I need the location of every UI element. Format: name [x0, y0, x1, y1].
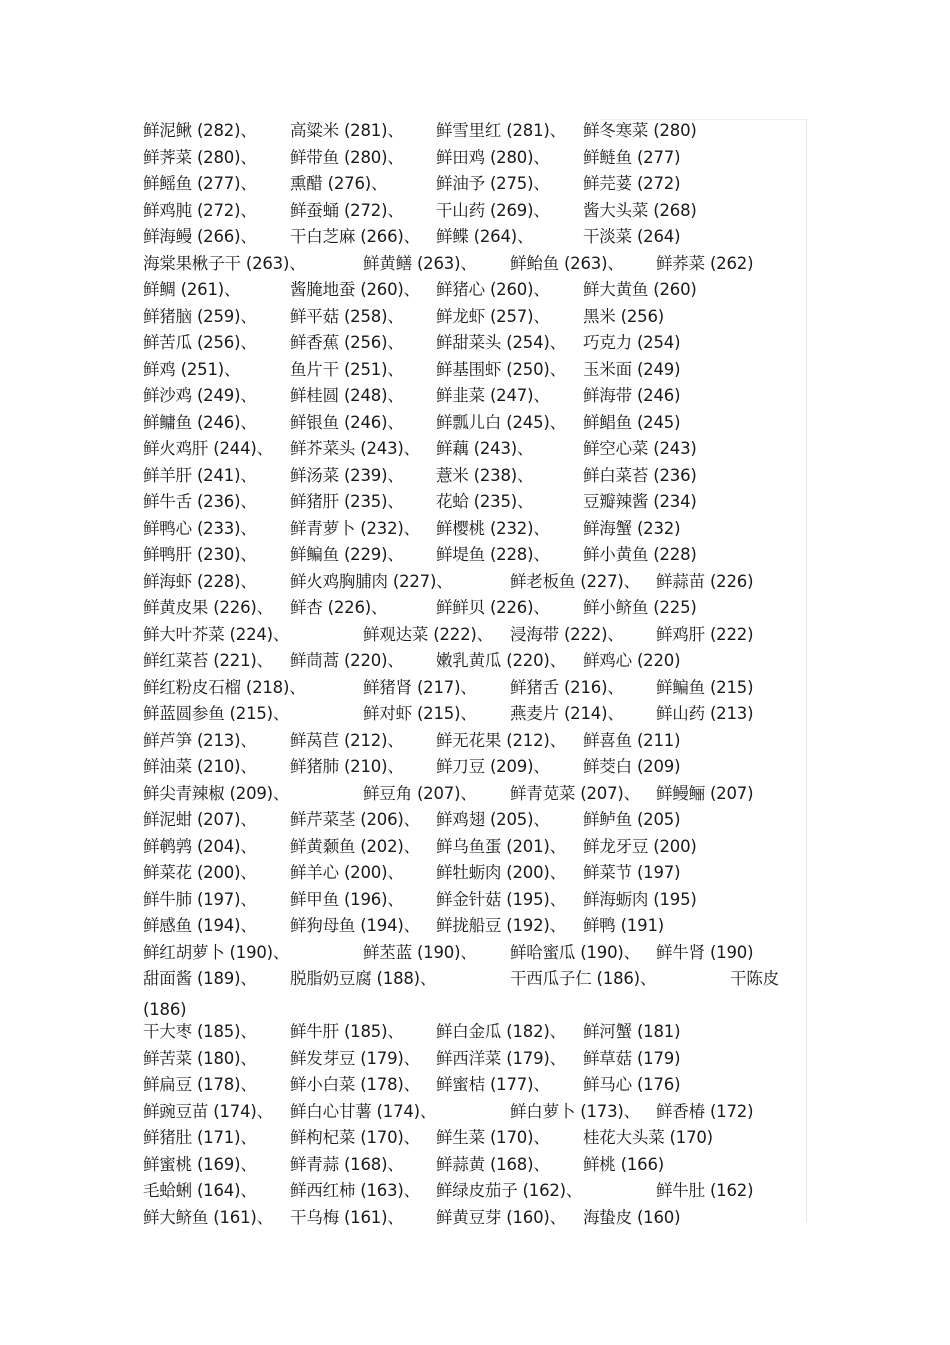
list-item: 鲜豌豆苗 (174)、 [143, 1101, 273, 1121]
list-item: 鱼片干 (251)、 [290, 359, 404, 379]
list-item: 鲜韭菜 (247)、 [436, 386, 550, 405]
list-item: 鲜小鲚鱼 (225) [583, 598, 697, 617]
list-item: 鲜蜜桃 (169)、 [143, 1154, 257, 1174]
list-item: 豆瓣辣酱 (234) [583, 492, 697, 511]
list-item: 鲜西红柿 (163)、 [290, 1181, 420, 1200]
list-item: 鲜狗母鱼 (194)、 [290, 916, 420, 935]
list-item: 鲜龙牙豆 (200) [583, 836, 697, 856]
list-item: 鲜基围虾 (250)、 [436, 359, 566, 379]
list-item: 鲜枸杞菜 (170)、 [290, 1128, 420, 1147]
list-item: 酱腌地蚕 (260)、 [290, 280, 420, 299]
list-item: 鲜红胡萝卜 (190)、 [143, 942, 290, 962]
list-item: 鲜红粉皮石榴 (218)、 [143, 677, 306, 697]
list-row [143, 807, 793, 834]
list-item: 鲜苤蓝 (190)、 [363, 942, 477, 962]
list-item: 鲜白心甘薯 (174)、 [290, 1101, 437, 1121]
list-item: 鲜绿皮茄子 (162)、 [436, 1181, 583, 1200]
list-item: 干陈皮 [730, 969, 779, 988]
list-item: 鲜海带 (246) [583, 386, 681, 405]
list-item: 干西瓜子仁 (186)、 [510, 969, 657, 988]
list-row [143, 330, 793, 357]
list-row [143, 383, 793, 410]
page-border-right [806, 120, 807, 1222]
list-item: 鲜青苋菜 (207)、 [510, 783, 640, 803]
list-row [143, 436, 793, 463]
list-item: 鲜平菇 (258)、 [290, 306, 404, 326]
list-item: 鲜鲐鱼 (263)、 [510, 253, 624, 273]
list-item: 鲜油菜 (210)、 [143, 757, 257, 776]
list-row [143, 277, 793, 304]
list-row [143, 648, 793, 675]
list-item: 鲜油予 (275)、 [436, 174, 550, 193]
list-item: 鲜火鸡肝 (244)、 [143, 439, 273, 458]
list-item: 鲜猪肾 (217)、 [363, 677, 477, 697]
list-row [143, 542, 793, 569]
list-item: 干淡菜 (264) [583, 227, 681, 246]
list-item: 鲜鲷 (261)、 [143, 280, 241, 299]
list-row [143, 569, 793, 596]
list-item: 鲜羊心 (200)、 [290, 863, 404, 882]
list-row [143, 940, 793, 967]
list-item: 鲜乌鱼蛋 (201)、 [436, 836, 566, 856]
list-item: 鲜芹菜茎 (206)、 [290, 810, 420, 829]
list-item: 鲜黄颡鱼 (202)、 [290, 836, 420, 856]
list-row [143, 834, 793, 861]
list-row [143, 463, 793, 490]
list-row [143, 728, 793, 755]
list-item: 鲜牡蛎肉 (200)、 [436, 863, 566, 882]
list-item: 鲜白萝卜 (173)、 [510, 1101, 640, 1121]
list-item: 鲜猪肚 (171)、 [143, 1128, 257, 1147]
list-item: 鲜瓢儿白 (245)、 [436, 412, 566, 432]
list-row [143, 1178, 793, 1205]
list-item: 鲜鳊鱼 (229)、 [290, 545, 404, 564]
list-item: 鲜菜节 (197) [583, 863, 681, 882]
list-item: 鲜尖青辣椒 (209)、 [143, 783, 290, 803]
list-item: 鲜拢船豆 (192)、 [436, 916, 566, 935]
list-item: 鲜莴苣 (212)、 [290, 730, 404, 750]
list-item: 干大枣 (185)、 [143, 1022, 257, 1041]
list-item: 鲜豆角 (207)、 [363, 783, 477, 803]
list-item: 毛蛤蜊 (164)、 [143, 1181, 257, 1200]
list-row [143, 489, 793, 516]
list-item: 鲜鸭 (191) [583, 916, 665, 935]
list-item: 鲜牛肚 (162) [656, 1181, 754, 1200]
list-item: 鲜河蟹 (181) [583, 1022, 681, 1041]
list-item: 鲜牛肾 (190) [656, 942, 754, 962]
list-item: 鲜泥蚶 (207)、 [143, 810, 257, 829]
list-item: 鲜鲳鱼 (245) [583, 412, 681, 432]
list-row [143, 1099, 793, 1126]
list-item: 鲜黄鳝 (263)、 [363, 253, 477, 273]
list-item: 桂花大头菜 (170) [583, 1128, 713, 1147]
list-item: 鲜猪肝 (235)、 [290, 492, 404, 511]
list-item: 鲜银鱼 (246)、 [290, 412, 404, 432]
list-item: 鲜西洋菜 (179)、 [436, 1048, 566, 1068]
list-row [143, 357, 793, 384]
list-item: 鲜大叶芥菜 (224)、 [143, 624, 290, 644]
list-item: 鲜马心 (176) [583, 1075, 681, 1094]
list-item: 熏醋 (276)、 [290, 174, 388, 193]
list-item: 鲜鸡肝 (222) [656, 624, 754, 644]
list-item: 鲜鲽 (264)、 [436, 227, 534, 246]
list-item: 海棠果楸子干 (263)、 [143, 253, 306, 273]
list-item: 鲜鸡 (251)、 [143, 359, 241, 379]
list-item: 鲜海鳗 (266)、 [143, 227, 257, 246]
list-item: 鲜鳙鱼 (246)、 [143, 412, 257, 432]
list-item: 鲜牛肝 (185)、 [290, 1022, 404, 1041]
list-row [143, 754, 793, 781]
list-item: 鲜杏 (226)、 [290, 598, 388, 617]
list-item: 鲜小白菜 (178)、 [290, 1075, 420, 1094]
list-item: 鲜田鸡 (280)、 [436, 147, 550, 167]
list-row [143, 198, 793, 225]
list-row [143, 1205, 793, 1232]
list-item: 鲜鲜贝 (226)、 [436, 598, 550, 617]
list-item: 鲜鹌鹑 (204)、 [143, 836, 257, 856]
list-item: 高粱米 (281)、 [290, 121, 404, 140]
list-item: 甜面酱 (189)、 [143, 969, 257, 988]
list-item: 鲜甜菜头 (254)、 [436, 333, 566, 352]
list-item: 脱脂奶豆腐 (188)、 [290, 969, 437, 988]
list-item: 鲜黄皮果 (226)、 [143, 598, 273, 617]
list-item: 酱大头菜 (268) [583, 200, 697, 220]
list-item: 玉米面 (249) [583, 359, 681, 379]
list-item: 鲜大鲚鱼 (161)、 [143, 1207, 273, 1227]
list-row [143, 1125, 793, 1152]
list-item: 海蛰皮 (160) [583, 1207, 681, 1227]
list-row [143, 701, 793, 728]
list-item: 鲜蓝圆参鱼 (215)、 [143, 704, 290, 723]
list-row [143, 304, 793, 331]
list-item: 鲜红菜苔 (221)、 [143, 651, 273, 670]
list-item: 鲜青蒜 (168)、 [290, 1154, 404, 1174]
list-item: 鲜荞菜 (262) [656, 253, 754, 273]
list-item: 鲜蒜黄 (168)、 [436, 1154, 550, 1174]
list-item: 鲜桂圆 (248)、 [290, 386, 404, 405]
list-item: 鲜蜜桔 (177)、 [436, 1075, 550, 1094]
list-item: 鲜鲢鱼 (277) [583, 147, 681, 167]
list-row [143, 145, 793, 172]
list-item: 鲜感鱼 (194)、 [143, 916, 257, 935]
list-item: 鲜茼蒿 (220)、 [290, 651, 404, 670]
list-item: 鲜猪心 (260)、 [436, 280, 550, 299]
list-item: 鲜猪肺 (210)、 [290, 757, 404, 776]
list-item: 鲜观达菜 (222)、 [363, 624, 493, 644]
list-item: 鲜羊肝 (241)、 [143, 465, 257, 485]
list-item: 鲜泥鳅 (282)、 [143, 121, 257, 140]
list-item: 鲜藕 (243)、 [436, 439, 534, 458]
list-item: 鲜发芽豆 (179)、 [290, 1048, 420, 1068]
list-item: 鲜龙虾 (257)、 [436, 306, 550, 326]
list-row [143, 887, 793, 914]
list-item: 鲜白菜苔 (236) [583, 465, 697, 485]
list-item: 鲜甲鱼 (196)、 [290, 889, 404, 909]
list-item: (186) [143, 1000, 187, 1019]
list-item: 嫩乳黄瓜 (220)、 [436, 651, 566, 670]
list-item: 鲜带鱼 (280)、 [290, 147, 404, 167]
list-item: 鲜鸡翅 (205)、 [436, 810, 550, 829]
list-item: 鲜生菜 (170)、 [436, 1128, 550, 1147]
list-item: 鲜樱桃 (232)、 [436, 518, 550, 538]
list-item: 鲜沙鸡 (249)、 [143, 386, 257, 405]
list-item: 鲜苦瓜 (256)、 [143, 333, 257, 352]
list-item: 鲜雪里红 (281)、 [436, 121, 566, 140]
list-item: 鲜海蟹 (232) [583, 518, 681, 538]
list-row [143, 1046, 793, 1073]
list-item: 鲜芫荽 (272) [583, 174, 681, 193]
list-row [143, 1072, 793, 1099]
list-item: 鲜牛肺 (197)、 [143, 889, 257, 909]
list-item: 干白芝麻 (266)、 [290, 227, 420, 246]
list-item: 鲜猪舌 (216)、 [510, 677, 624, 697]
list-item: 鲜鲈鱼 (205) [583, 810, 681, 829]
list-item: 鲜堤鱼 (228)、 [436, 545, 550, 564]
list-item: 鲜刀豆 (209)、 [436, 757, 550, 776]
list-item: 鲜芦笋 (213)、 [143, 730, 257, 750]
list-row [143, 516, 793, 543]
list-item: 鲜鸡心 (220) [583, 651, 681, 670]
list-item: 鲜蒜苗 (226) [656, 571, 754, 591]
list-item: 鲜黄豆芽 (160)、 [436, 1207, 566, 1227]
list-item: 燕麦片 (214)、 [510, 704, 624, 723]
list-item: 鲜鸭肝 (230)、 [143, 545, 257, 564]
list-item: 花蛤 (235)、 [436, 492, 534, 511]
list-item: 鲜猪脑 (259)、 [143, 306, 257, 326]
list-item: 鲜汤菜 (239)、 [290, 465, 404, 485]
list-item: 鲜苦菜 (180)、 [143, 1048, 257, 1068]
list-item: 干山药 (269)、 [436, 200, 550, 220]
list-item: 鲜海蛎肉 (195) [583, 889, 697, 909]
list-row [143, 860, 793, 887]
list-item: 巧克力 (254) [583, 333, 681, 352]
list-item: 鲜山药 (213) [656, 704, 754, 723]
list-row [143, 224, 793, 251]
list-item: 鲜喜鱼 (211) [583, 730, 681, 750]
list-row [143, 1152, 793, 1179]
list-item: 鲜芥菜头 (243)、 [290, 439, 420, 458]
list-row [143, 1019, 793, 1046]
list-row [143, 118, 793, 145]
list-item: 鲜鸡肫 (272)、 [143, 200, 257, 220]
list-item: 黑米 (256) [583, 306, 665, 326]
list-row [143, 595, 793, 622]
list-item: 鲜扁豆 (178)、 [143, 1075, 257, 1094]
list-item: 鲜牛舌 (236)、 [143, 492, 257, 511]
list-item: 鲜哈蜜瓜 (190)、 [510, 942, 640, 962]
list-item: 鲜香蕉 (256)、 [290, 333, 404, 352]
list-row [143, 913, 793, 940]
list-item: 干乌梅 (161)、 [290, 1207, 404, 1227]
list-row [143, 675, 793, 702]
list-row [143, 171, 793, 198]
list-item: 鲜火鸡胸脯肉 (227)、 [290, 571, 453, 591]
list-item: 鲜桃 (166) [583, 1154, 665, 1174]
list-item: 鲜金针菇 (195)、 [436, 889, 566, 909]
list-item: 鲜鳊鱼 (215) [656, 677, 754, 697]
list-item: 鲜小黄鱼 (228) [583, 545, 697, 564]
list-item: 薏米 (238)、 [436, 465, 534, 485]
list-item: 鲜茭白 (209) [583, 757, 681, 776]
list-item: 鲜荠菜 (280)、 [143, 147, 257, 167]
list-item: 鲜白金瓜 (182)、 [436, 1022, 566, 1041]
list-item: 鲜无花果 (212)、 [436, 730, 566, 750]
list-row [143, 251, 793, 278]
list-item: 鲜菜花 (200)、 [143, 863, 257, 882]
list-row [143, 622, 793, 649]
list-item: 鲜冬寒菜 (280) [583, 121, 697, 140]
list-item: 鲜老板鱼 (227)、 [510, 571, 640, 591]
list-row [143, 997, 793, 1019]
list-item: 鲜蚕蛹 (272)、 [290, 200, 404, 220]
list-item: 鲜大黄鱼 (260) [583, 280, 697, 299]
list-item: 浸海带 (222)、 [510, 624, 624, 644]
list-item: 鲜空心菜 (243) [583, 439, 697, 458]
list-row [143, 966, 793, 997]
list-item: 鲜香椿 (172) [656, 1101, 754, 1121]
list-item: 鲜草菇 (179) [583, 1048, 681, 1068]
list-item: 鲜鳐鱼 (277)、 [143, 174, 257, 193]
list-item: 鲜对虾 (215)、 [363, 704, 477, 723]
list-row [143, 410, 793, 437]
list-item: 鲜鳗鲡 (207) [656, 783, 754, 803]
list-row [143, 781, 793, 808]
list-item: 鲜青萝卜 (232)、 [290, 518, 420, 538]
list-item: 鲜鸭心 (233)、 [143, 518, 257, 538]
food-list [143, 118, 793, 1231]
list-item: 鲜海虾 (228)、 [143, 571, 257, 591]
